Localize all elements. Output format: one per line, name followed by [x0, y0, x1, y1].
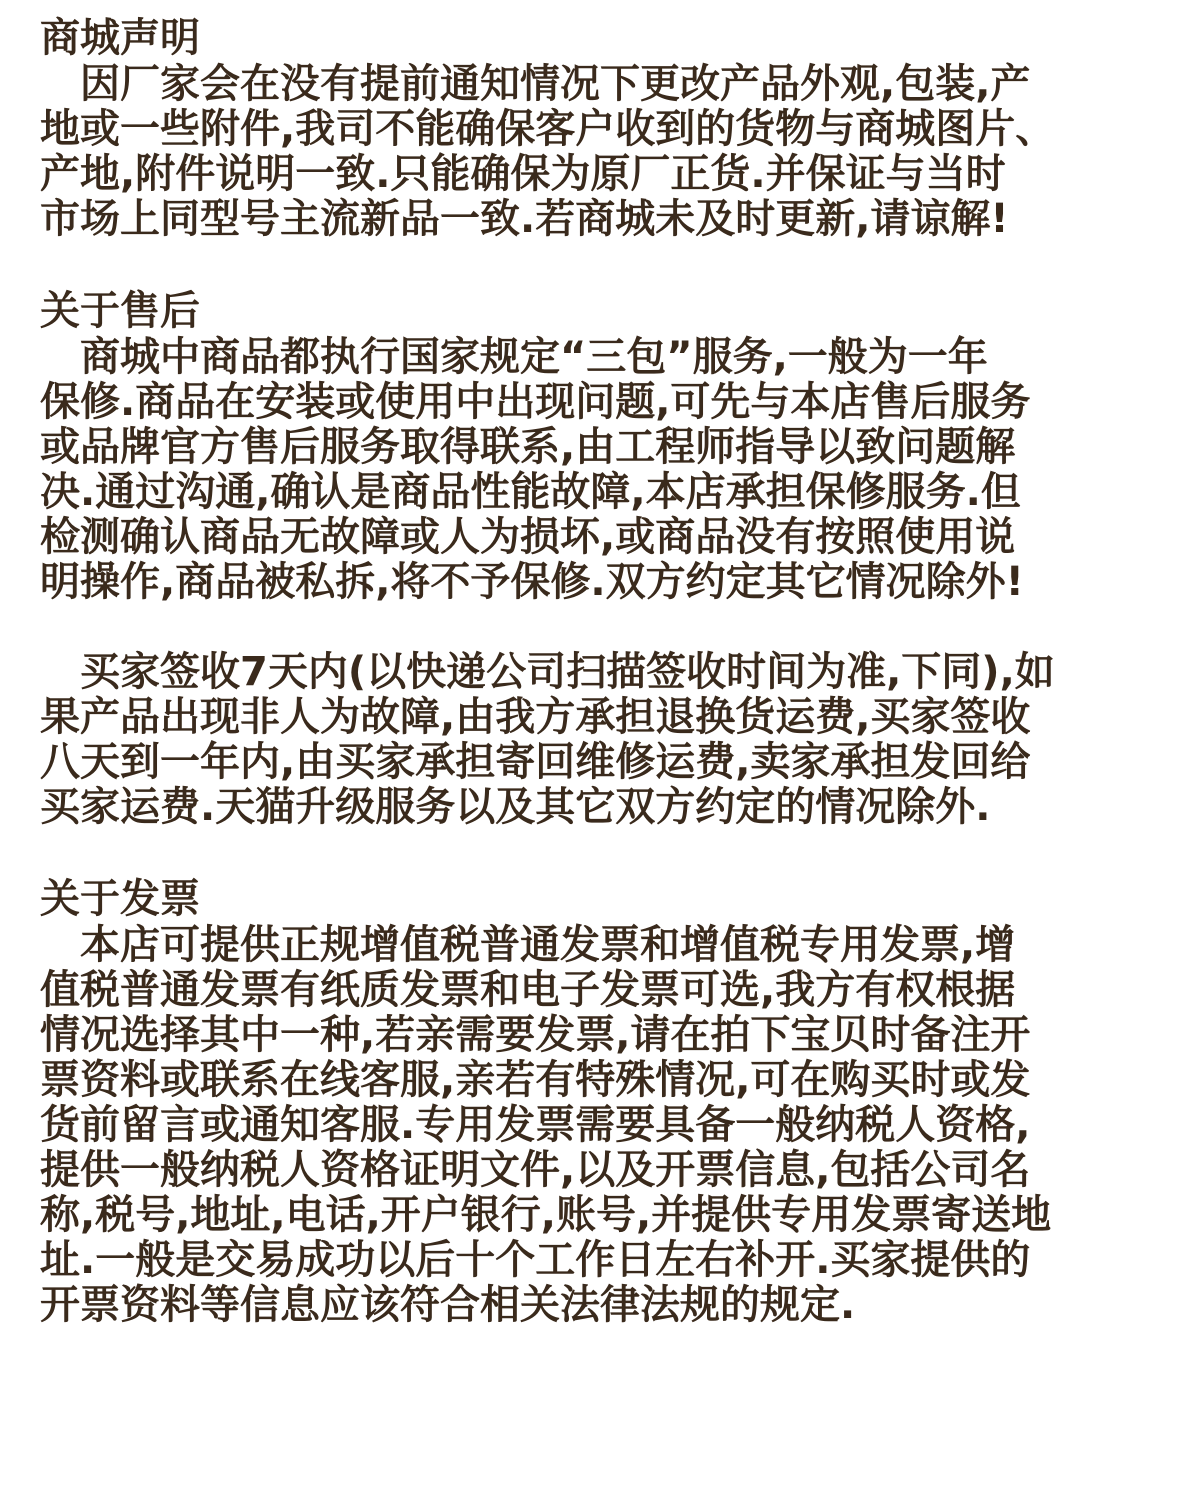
paragraph-line: 八天到一年内,由买家承担寄回维修运费,卖家承担发回给 [40, 740, 1031, 785]
paragraph-line: 票资料或联系在线客服,亲若有特殊情况,可在购买时或发 [40, 1058, 1031, 1103]
paragraph-line: 值税普通发票有纸质发票和电子发票可选,我方有权根据 [40, 968, 1016, 1013]
section-spacer [40, 830, 1160, 875]
paragraph-line: 货前留言或通知客服.专用发票需要具备一般纳税人资格, [40, 1103, 1031, 1148]
paragraph-line: 明操作,商品被私拆,将不予保修.双方约定其它情况除外! [40, 560, 1024, 605]
section-heading: 商城声明 [40, 15, 200, 61]
paragraph-spacer [40, 605, 1160, 650]
section-invoice [40, 875, 1160, 1328]
section-heading: 关于售后 [40, 288, 200, 334]
paragraph-line: 称,税号,地址,电话,开户银行,账号,并提供专用发票寄送地 [40, 1193, 1052, 1238]
paragraph-line: 商城中商品都执行国家规定“三包”服务,一般为一年 [80, 335, 988, 380]
paragraph-line: 提供一般纳税人资格证明文件,以及开票信息,包括公司名 [40, 1148, 1031, 1193]
paragraph-line: 决.通过沟通,确认是商品性能故障,本店承担保修服务.但 [40, 470, 1021, 515]
paragraph-line: 址.一般是交易成功以后十个工作日左右补开.买家提供的 [40, 1238, 1031, 1283]
paragraph-line: 产地,附件说明一致.只能确保为原厂正货.并保证与当时 [40, 152, 1006, 197]
paragraph-line: 地或一些附件,我司不能确保客户收到的货物与商城图片、 [40, 107, 1056, 152]
section-heading: 关于发票 [40, 876, 200, 922]
paragraph-line: 开票资料等信息应该符合相关法律法规的规定. [40, 1283, 856, 1328]
section-spacer [40, 242, 1160, 287]
paragraph-line: 果产品出现非人为故障,由我方承担退换货运费,买家签收 [40, 695, 1031, 740]
paragraph-line: 或品牌官方售后服务取得联系,由工程师指导以致问题解 [40, 425, 1016, 470]
paragraph-line: 市场上同型号主流新品一致.若商城未及时更新,请谅解! [40, 197, 1009, 242]
paragraph-line: 因厂家会在没有提前通知情况下更改产品外观,包装,产 [80, 62, 1031, 107]
paragraph-line: 买家签收7天内(以快递公司扫描签收时间为准,下同),如 [80, 650, 1055, 695]
paragraph-line: 保修.商品在安装或使用中出现问题,可先与本店售后服务 [40, 380, 1031, 425]
paragraph-line: 买家运费.天猫升级服务以及其它双方约定的情况除外. [40, 785, 991, 830]
paragraph-line: 本店可提供正规增值税普通发票和增值税专用发票,增 [80, 923, 1016, 968]
section-after-sales [40, 287, 1160, 830]
paragraph-line: 检测确认商品无故障或人为损坏,或商品没有按照使用说 [40, 515, 1016, 560]
section-store-statement [40, 14, 1160, 242]
paragraph-line: 情况选择其中一种,若亲需要发票,请在拍下宝贝时备注开 [40, 1013, 1031, 1058]
